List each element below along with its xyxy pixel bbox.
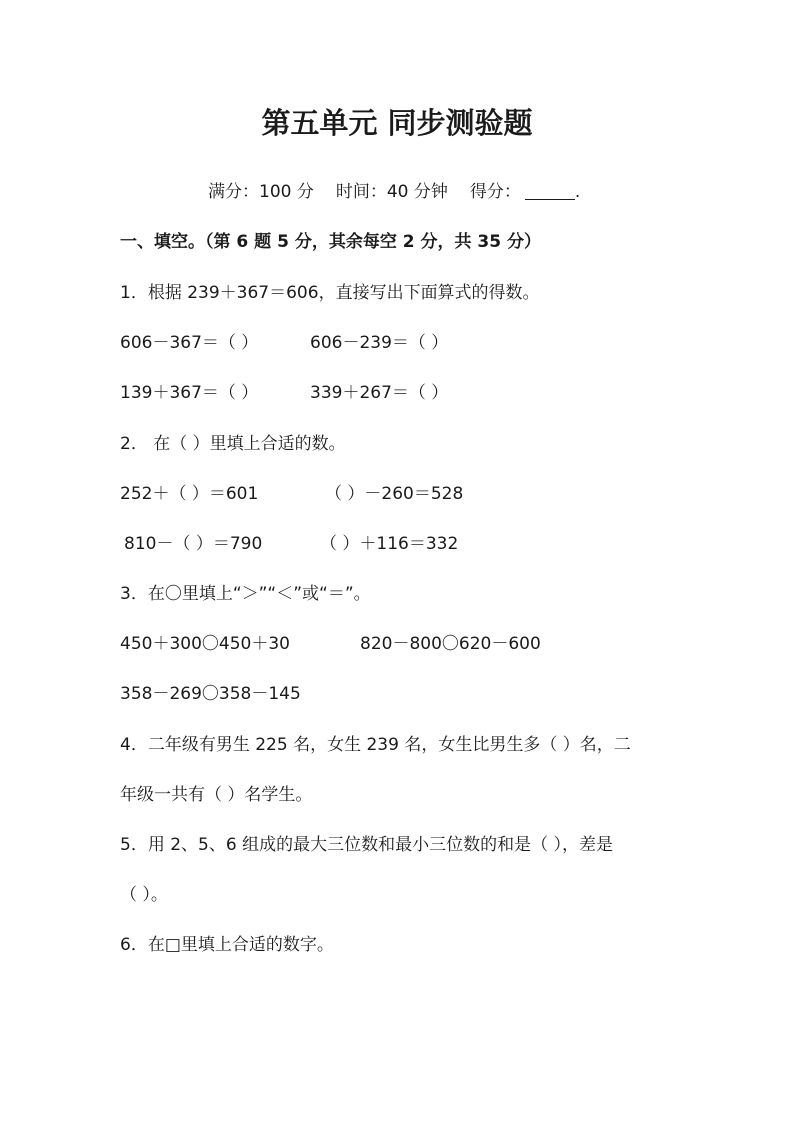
question-2-row-2 [124,532,459,556]
q1-expr-3: 139＋367＝（ ） [120,383,259,403]
q1-expr-4: 339＋267＝（ ） [310,383,449,403]
q3-compare-3: 358－269〇358－145 [120,684,301,704]
question-2-stem: 2． 在（ ）里填上合适的数。 [120,434,346,454]
question-2-row-1 [120,482,464,506]
question-4-line-1: 4．二年级有男生 225 名，女生 239 名，女生比男生多（ ）名，二 [120,735,631,755]
q1-expr-1: 606－367＝（ ） [120,333,259,353]
question-1-row-1 [120,331,449,355]
page-title: 第五单元 同步测验题 [261,106,533,140]
question-5-line-2: （ ）。 [120,885,168,905]
question-1-stem: 1．根据 239＋367＝606，直接写出下面算式的得数。 [120,283,540,303]
full-score: 满分：100 分 [208,182,314,202]
score-blank[interactable] [525,181,575,200]
q1-expr-2: 606－239＝（ ） [310,333,449,353]
q2-expr-1: 252＋（ ）＝601 [120,484,259,504]
question-1-row-2 [120,381,449,405]
q3-compare-2: 820－800〇620－600 [360,634,541,654]
question-3-stem: 3．在〇里填上“＞”“＜”或“＝”。 [120,584,371,604]
question-6-stem: 6．在□里填上合适的数字。 [120,935,334,955]
score-end: . [574,182,581,202]
q2-expr-4: （ ）＋116＝332 [320,534,459,554]
exam-meta [208,180,580,204]
question-4-line-2: 年级一共有（ ）名学生。 [120,785,313,805]
question-3-row-2 [120,682,301,706]
section-fill-in-heading: 一、填空。（第 6 题 5 分，其余每空 2 分，共 35 分） [120,232,541,252]
question-3-row-1 [120,632,541,656]
score-label: 得分： [469,182,521,202]
question-5-line-1: 5．用 2、5、6 组成的最大三位数和最小三位数的和是（ ），差是 [120,835,613,855]
time-limit: 时间：40 分钟 [335,182,448,202]
q3-compare-1: 450＋300〇450＋30 [120,634,290,654]
q2-expr-2: （ ）－260＝528 [325,484,464,504]
q2-expr-3: 810－（ ）＝790 [124,534,263,554]
